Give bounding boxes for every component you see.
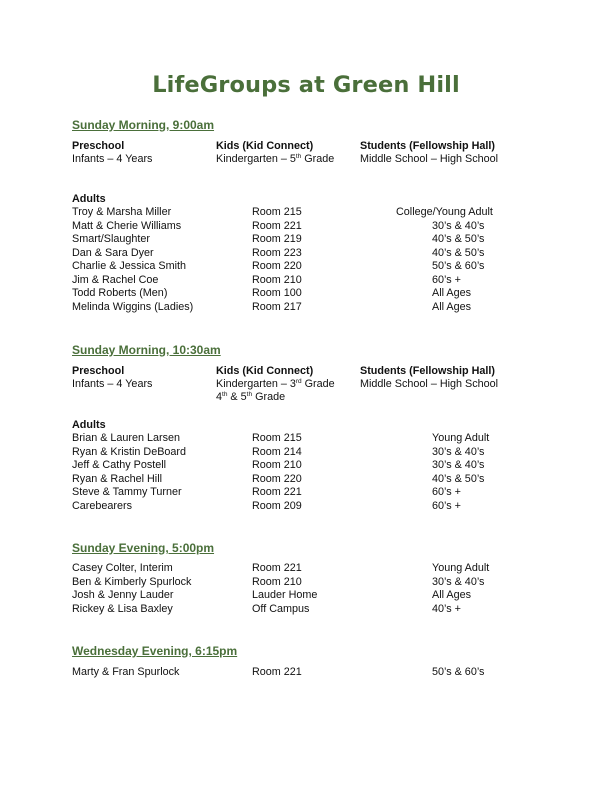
group-row bbox=[72, 602, 540, 616]
group-row bbox=[72, 575, 540, 589]
group-room: Room 221 bbox=[252, 562, 302, 574]
group-age: 40’s + bbox=[432, 602, 461, 615]
group-row bbox=[72, 458, 540, 472]
group-room: Room 210 bbox=[252, 575, 302, 588]
adults-label: Adults bbox=[72, 419, 106, 431]
group-age: All Ages bbox=[432, 287, 472, 299]
group-room: Room 215 bbox=[252, 432, 302, 444]
group-room: Room 221 bbox=[252, 666, 302, 678]
group-row bbox=[72, 485, 540, 499]
group-leader: Troy & Marsha Miller bbox=[72, 206, 172, 218]
group-room: Room 214 bbox=[252, 445, 302, 458]
group-age: 40’s & 50’s bbox=[432, 233, 485, 245]
group-leader: Dan & Sara Dyer bbox=[72, 246, 154, 259]
group-room: Room 100 bbox=[252, 287, 302, 299]
kids-grades-upper: 4th & 5th Grade bbox=[216, 391, 286, 403]
students-header: Students (Fellowship Hall) bbox=[360, 140, 495, 152]
group-room: Room 219 bbox=[252, 233, 302, 245]
adults-label: Adults bbox=[72, 193, 106, 205]
group-leader: Jeff & Cathy Postell bbox=[72, 459, 167, 471]
group-row bbox=[72, 219, 540, 233]
preschool-ages: Infants – 4 Years bbox=[72, 378, 153, 390]
students-header: Students (Fellowship Hall) bbox=[360, 365, 495, 377]
group-row bbox=[72, 286, 540, 300]
group-age: College/Young Adult bbox=[396, 206, 493, 218]
page-title: LifeGroups at Green Hill bbox=[152, 72, 460, 98]
group-leader: Todd Roberts (Men) bbox=[72, 287, 168, 299]
group-leader: Casey Colter, Interim bbox=[72, 562, 173, 574]
group-room: Room 210 bbox=[252, 459, 302, 471]
group-leader: Jim & Rachel Coe bbox=[72, 273, 159, 286]
group-row bbox=[72, 300, 540, 314]
section-heading-wednesday-615pm: Wednesday Evening, 6:15pm bbox=[72, 644, 238, 658]
preschool-header: Preschool bbox=[72, 140, 125, 152]
kids-row-2 bbox=[72, 390, 540, 404]
group-age: 30’s & 40’s bbox=[432, 575, 485, 588]
group-row bbox=[72, 205, 540, 219]
group-room: Lauder Home bbox=[252, 589, 318, 601]
kids-row bbox=[72, 377, 540, 391]
section-heading-sunday-9am: Sunday Morning, 9:00am bbox=[72, 118, 215, 132]
group-leader: Smart/Slaughter bbox=[72, 233, 151, 245]
group-age: 30’s & 40’s bbox=[432, 459, 485, 471]
group-row bbox=[72, 232, 540, 246]
kids-header-row bbox=[72, 139, 540, 153]
group-room: Room 221 bbox=[252, 219, 302, 232]
group-room: Room 223 bbox=[252, 246, 302, 259]
group-leader: Marty & Fran Spurlock bbox=[72, 666, 180, 678]
group-age: 60’s + bbox=[432, 273, 461, 286]
group-leader: Brian & Lauren Larsen bbox=[72, 432, 181, 444]
group-age: 40’s & 50’s bbox=[432, 472, 485, 485]
group-row bbox=[72, 259, 540, 273]
group-room: Room 215 bbox=[252, 206, 302, 218]
group-leader: Ryan & Rachel Hill bbox=[72, 472, 163, 485]
group-room: Room 220 bbox=[252, 472, 302, 485]
group-age: Young Adult bbox=[432, 562, 490, 574]
kids-header: Kids (Kid Connect) bbox=[216, 365, 314, 377]
group-leader: Josh & Jenny Lauder bbox=[72, 589, 174, 601]
group-room: Room 217 bbox=[252, 300, 302, 313]
group-room: Room 220 bbox=[252, 260, 302, 272]
preschool-ages: Infants – 4 Years bbox=[72, 153, 153, 165]
group-age: 40’s & 50’s bbox=[432, 246, 485, 259]
kids-header: Kids (Kid Connect) bbox=[216, 140, 314, 152]
group-row bbox=[72, 499, 540, 513]
group-age: 50’s & 60’s bbox=[432, 260, 485, 272]
group-row bbox=[72, 273, 540, 287]
group-leader: Charlie & Jessica Smith bbox=[72, 260, 187, 272]
group-leader: Ben & Kimberly Spurlock bbox=[72, 575, 192, 588]
group-row bbox=[72, 246, 540, 260]
section-heading-sunday-1030am: Sunday Morning, 10:30am bbox=[72, 343, 221, 357]
section-heading-sunday-5pm: Sunday Evening, 5:00pm bbox=[72, 541, 215, 555]
group-row bbox=[72, 431, 540, 445]
group-leader: Steve & Tammy Turner bbox=[72, 486, 182, 498]
group-age: 50’s & 60’s bbox=[432, 666, 485, 678]
group-leader: Rickey & Lisa Baxley bbox=[72, 602, 173, 615]
group-age: 30’s & 40’s bbox=[432, 219, 485, 232]
kids-row bbox=[72, 152, 540, 166]
group-age: 30’s & 40’s bbox=[432, 445, 485, 458]
group-age: Young Adult bbox=[432, 432, 490, 444]
group-row bbox=[72, 472, 540, 486]
preschool-header: Preschool bbox=[72, 365, 125, 377]
group-room: Room 210 bbox=[252, 273, 302, 286]
group-row bbox=[72, 665, 540, 679]
group-room: Off Campus bbox=[252, 602, 310, 615]
group-age: 60’s + bbox=[432, 486, 461, 498]
group-row bbox=[72, 561, 540, 575]
students-grades: Middle School – High School bbox=[360, 378, 499, 390]
students-grades: Middle School – High School bbox=[360, 153, 499, 165]
kids-header-row bbox=[72, 364, 540, 378]
group-age: 60’s + bbox=[432, 499, 461, 512]
group-age: All Ages bbox=[432, 300, 472, 313]
group-leader: Ryan & Kristin DeBoard bbox=[72, 445, 187, 458]
group-leader: Melinda Wiggins (Ladies) bbox=[72, 300, 194, 313]
group-room: Room 221 bbox=[252, 486, 302, 498]
kids-grades: Kindergarten – 5th Grade bbox=[216, 153, 335, 165]
group-age: All Ages bbox=[432, 589, 472, 601]
group-row bbox=[72, 445, 540, 459]
group-room: Room 209 bbox=[252, 499, 302, 512]
group-row bbox=[72, 588, 540, 602]
group-leader: Matt & Cherie Williams bbox=[72, 219, 182, 232]
group-leader: Carebearers bbox=[72, 499, 133, 512]
kids-grades: Kindergarten – 3rd Grade bbox=[216, 378, 335, 390]
